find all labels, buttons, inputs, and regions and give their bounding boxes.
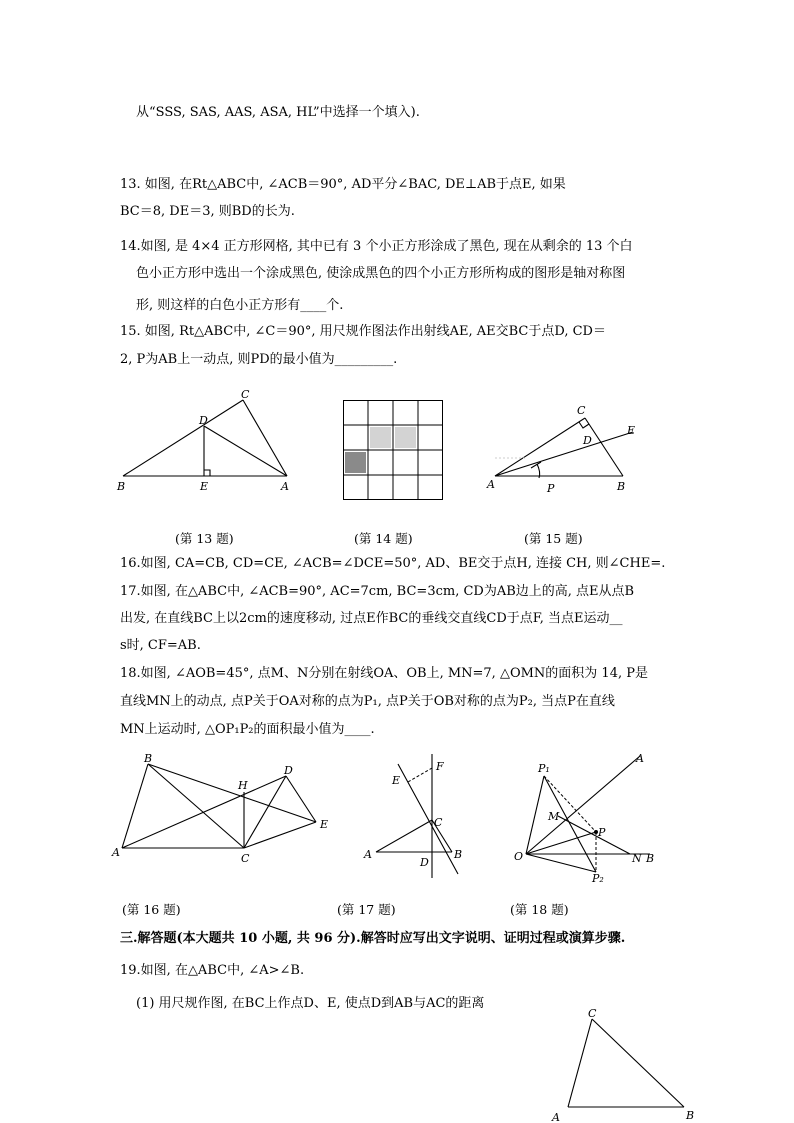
figure-18 [510, 752, 670, 885]
figure-19 [548, 1005, 698, 1123]
caption-13: (第 13 题) [175, 531, 234, 546]
q14-line-3: 形, 则这样的白色小正方形有____个. [136, 298, 344, 313]
q13-line-2: BC＝8, DE＝3, 则BD的长为. [120, 204, 295, 219]
f15-label-a: A [487, 478, 495, 491]
f15-label-c: C [577, 404, 586, 417]
f16-label-a: A [112, 846, 120, 859]
caption-17: (第 17 题) [337, 902, 396, 917]
f16-label-h: H [238, 779, 248, 792]
f19-label-c: C [588, 1007, 597, 1020]
figure-13 [115, 390, 305, 500]
section-3-heading: 三.解答题(本大题共 10 小题, 共 96 分).解答时应写出文字说明、证明过程或演算步骤. [120, 931, 626, 946]
figure-17 [360, 752, 470, 872]
f15-label-e: E [627, 424, 636, 437]
f18-label-o: O [514, 850, 524, 863]
q14-line-2: 色小正方形中选出一个涂成黑色, 使涂成黑色的四个小正方形所构成的图形是轴对称图 [136, 266, 626, 281]
q16-line: 16.如图, CA=CB, CD=CE, ∠ACB=∠DCE=50°, AD、BE交于点H, 连接 CH, 则∠CHE=. [120, 556, 666, 571]
q17-line-1: 17.如图, 在△ABC中, ∠ACB=90°, AC=7cm, BC=3cm, CD为AB边上的高, 点E从点B [120, 584, 635, 599]
q18-line-2: 直线MN上的动点, 点P关于OA对称的点为P₁, 点P关于OB对称的点为P₂, 当点P在直线 [120, 694, 615, 709]
f18-label-a: A [636, 752, 644, 765]
intro-line: 从“SSS, SAS, AAS, ASA, HL”中选择一个填入). [136, 105, 420, 120]
q17-line-3: s时, CF=AB. [120, 638, 201, 653]
f13-label-d: D [199, 414, 208, 427]
f13-label-c: C [241, 388, 250, 401]
f18-label-m: M [548, 810, 560, 823]
f19-label-a: A [552, 1111, 560, 1123]
f16-label-b: B [144, 752, 153, 765]
q19-line-1: 19.如图, 在△ABC中, ∠A>∠B. [120, 963, 305, 978]
f17-label-c: C [434, 816, 443, 829]
f16-label-c: C [241, 852, 250, 865]
f15-label-d: D [583, 434, 592, 447]
f15-label-b: B [617, 480, 626, 493]
caption-15: (第 15 题) [524, 531, 583, 546]
f17-label-f: F [436, 760, 444, 773]
f17-label-d: D [420, 856, 429, 869]
f17-label-e: E [392, 774, 401, 787]
caption-18: (第 18 题) [510, 902, 569, 917]
q15-line-1: 15. 如图, Rt△ABC中, ∠C＝90°, 用尺规作图法作出射线AE, AE交BC于点D, CD＝ [120, 324, 606, 339]
q19-line-2: (1) 用尺规作图, 在BC上作点D、E, 使点D到AB与AC的距离 [136, 996, 485, 1011]
q14-line-1: 14.如图, 是 4×4 正方形网格, 其中已有 3 个小正方形涂成了黑色, 现在从剩余的 13 个白 [120, 239, 633, 254]
f18-label-p1: P₁ [538, 762, 550, 775]
f18-label-p2: P₂ [592, 872, 604, 885]
caption-16: (第 16 题) [122, 902, 181, 917]
f13-label-a: A [281, 480, 289, 493]
figure-16 [110, 752, 340, 872]
q17-line-2: 出发, 在直线BC上以2cm的速度移动, 过点E作BC的垂线交直线CD于点F, 当点E运动__ [120, 611, 623, 626]
f14-shaded-cell [345, 452, 366, 473]
f14-shaded-cell [395, 427, 416, 448]
f15-label-p: P [547, 482, 555, 495]
f18-label-n: N [632, 852, 642, 865]
f18-label-b: B [646, 852, 655, 865]
figure-15 [485, 400, 645, 500]
f14-shaded-cell [370, 427, 391, 448]
q18-line-1: 18.如图, ∠AOB=45°, 点M、N分别在射线OA、OB上, MN=7, △OMN的面积为 14, P是 [120, 666, 648, 681]
q18-line-3: MN上运动时, △OP₁P₂的面积最小值为____. [120, 722, 375, 737]
f13-label-e: E [200, 480, 209, 493]
q15-line-2: 2, P为AB上一动点, 则PD的最小值为_________. [120, 352, 398, 367]
f13-label-b: B [117, 480, 126, 493]
f19-label-b: B [686, 1109, 695, 1122]
f17-label-b: B [454, 848, 463, 861]
q13-line-1: 13. 如图, 在Rt△ABC中, ∠ACB＝90°, AD平分∠BAC, DE⊥AB于点E, 如果 [120, 177, 566, 192]
f17-label-a: A [364, 848, 372, 861]
caption-14: (第 14 题) [354, 531, 413, 546]
f18-label-p: P [598, 826, 606, 839]
f16-label-d: D [284, 764, 293, 777]
figure-14-grid [343, 400, 443, 500]
f16-label-e: E [320, 818, 329, 831]
